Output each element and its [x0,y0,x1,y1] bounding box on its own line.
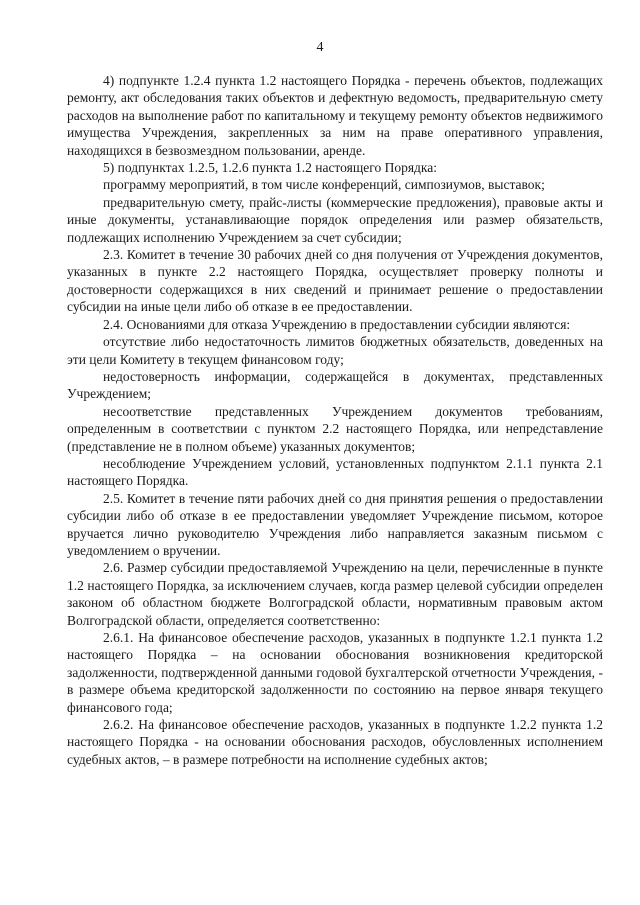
paragraph-refusal-unreliability: недостоверность информации, содержащейся в документах, представленных Учреждением; [67,368,603,402]
paragraph-program-events: программу мероприятий, в том числе конференций, симпозиумов, выставок; [103,177,545,193]
paragraph-refusal-noncompliance: несоответствие представленных Учреждением документов требованиям, определенным в соответствии с пунктом 2.2 настоящего Порядка, или непредставление (представление не в полном объеме) указанных документов; [67,403,603,454]
document-body [67,72,603,768]
paragraph-2-6-2: 2.6.2. На финансовое обеспечение расходов, указанных в подпункте 1.2.2 пункта 1.2 настоящего Порядка - на основании обоснования расходов, обусловленных исполнением судебных актов, – в размере потребности на исполнение судебных актов; [67,717,603,767]
paragraph-2-6-1: 2.6.1. На финансовое обеспечение расходов, указанных в подпункте 1.2.1 пункта 1.2 настоящего Порядка – на основании обоснования возникновения кредиторской задолженности, подтвержденной данными годовой бухгалтерской отчетности Учреждения, - в размере объема кредиторской задолженности по состоянию на первое января текущего финансового года; [67,630,603,715]
paragraph-preliminary-estimate: предварительную смету, прайс-листы (коммерческие предложения), правовые акты и иные документы, устанавливающие порядок определения или размер обязательств, подлежащих исполнению Учреждением за счет субсидии; [67,194,603,245]
paragraph-item-5: 5) подпунктах 1.2.5, 1.2.6 пункта 1.2 настоящего Порядка: [103,160,437,176]
paragraph-2-4: 2.4. Основаниями для отказа Учреждению в предоставлении субсидии являются: [103,316,571,332]
paragraph-item-4: 4) подпункте 1.2.4 пункта 1.2 настоящего Порядка - перечень объектов, подлежащих ремонту, акт обследования таких объектов и дефектную ведомость, предварительную смету расходов на выполнение работ по капитальному и текущему ремонту объектов недвижимого имущества Учреждения, закрепленных за ним на праве оперативного управления, находящихся в безвозмездном пользовании, аренде. [67,73,603,158]
paragraph-refusal-limits: отсутствие либо недостаточность лимитов бюджетных обязательств, доведенных на эти цели Комитету в текущем финансовом году; [67,334,603,367]
paragraph-2-5: 2.5. Комитет в течение пяти рабочих дней со дня принятия решения о предоставлении субсидии либо об отказе в ее предоставлении уведомляет Учреждение письмом, которое вручается лично руководителю Учреждения либо направляется заказным письмом с уведомлением о вручении. [67,490,603,558]
page-number: 4 [316,40,324,55]
paragraph-2-6: 2.6. Размер субсидии предоставляемой Учреждению на цели, перечисленные в пункте 1.2 настоящего Порядка, за исключением случаев, когда размер целевой субсидии определен законом об областном бюджете Волгоградской области, нормативным правовым актом Волгоградской области, определяется соответственно: [67,560,603,628]
paragraph-2-3: 2.3. Комитет в течение 30 рабочих дней со дня получения от Учреждения документов, указанных в пункте 2.2 настоящего Порядка, осуществляет проверку полноты и достоверности содержащихся в них сведений и принимает решение о предоставлении субсидии на иные цели либо об отказе в ее предоставлении. [67,247,603,315]
paragraph-refusal-conditions: несоблюдение Учреждением условий, установленных подпунктом 2.1.1 пункта 2.1 настоящего Порядка. [67,455,603,489]
